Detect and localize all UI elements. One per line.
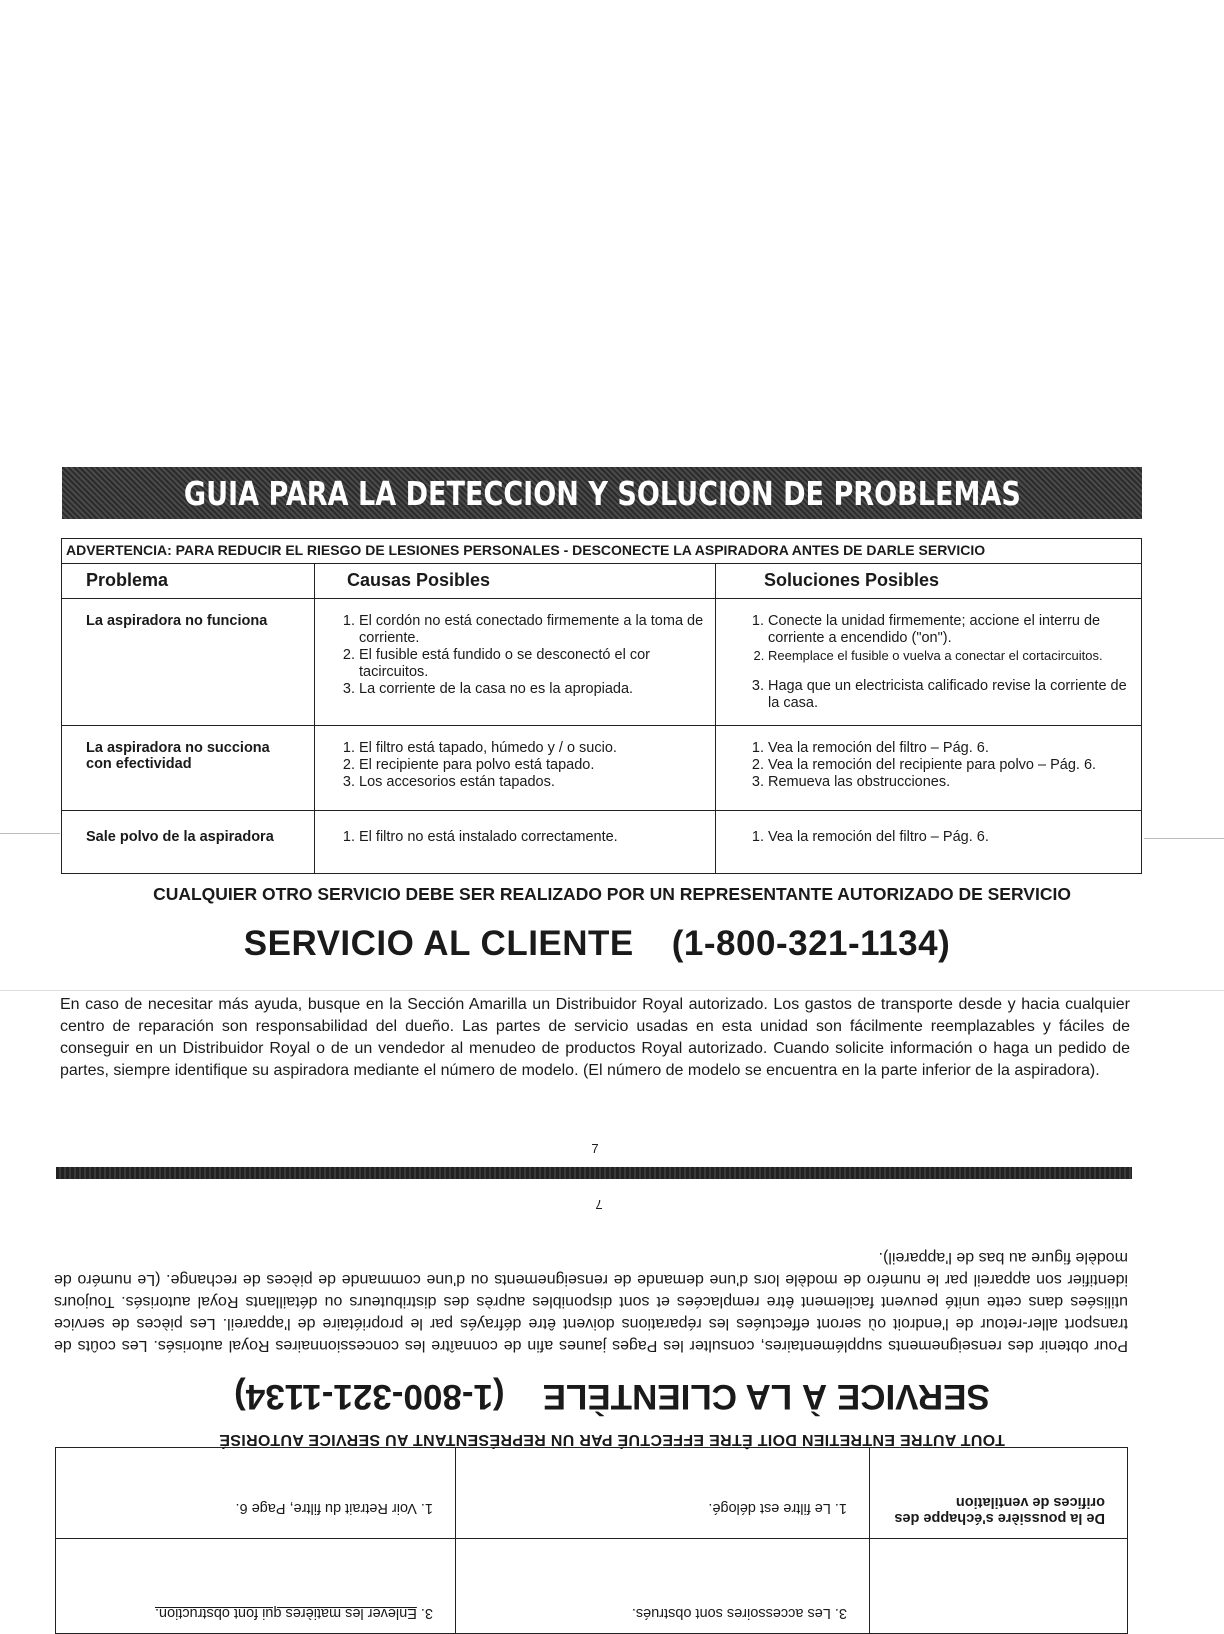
cause-item: 3. La corriente de la casa no es la apropiada.: [359, 681, 707, 698]
scan-line: [0, 833, 60, 834]
french-page-number: 7: [595, 1197, 603, 1212]
customer-service-heading: [0, 924, 1194, 964]
solutions-cell: [716, 811, 1142, 874]
problem-cell: La aspiradora no funciona: [62, 599, 315, 726]
customer-service-phone: (1-800-321-1134): [671, 924, 951, 963]
cause-item: 3.: [830, 1605, 847, 1621]
french-service-paragraph: Pour obtenir des renseignements supplémentaires, consulter les Pages jaunes afin de connaître les concessionnaires Royal autorisés. Les coûts de transport aller-retour de l'endroit où seront effectuées les réparations doivent être défrayés par le propriétaire de l'appareil. Les pièces de service utilisées dans cette unité peuvent facilement être remplacées et sont disponibles auprès des distributeurs ou détaillants Royal autorisés. Toujours identifier son appareil par le numéro de modèle lors d'une demande de renseignements ou d'une commande de pièces de rechange. (Le numéro de modèle figure au bas de l'appareil).: [54, 1249, 1128, 1354]
problem-cell: La aspiradora no succiona con efectividad: [62, 726, 315, 811]
causes-cell: [315, 599, 716, 726]
cause-item: 1. El filtro está tapado, húmedo y / o sucio.: [359, 740, 707, 757]
table-row: [62, 726, 1142, 811]
solution-item: 1. Conecte la unidad firmemente; accione el interru de corriente a encendido ("on").: [768, 613, 1133, 647]
table-row: [56, 1448, 1128, 1539]
causes-cell: [315, 811, 716, 874]
solution-item: 2. Vea la remoción del recipiente para polvo – Pág. 6.: [768, 757, 1133, 774]
page-divider: [56, 1167, 1132, 1179]
cause-item: 3. Los accesorios están tapados.: [359, 774, 707, 791]
header-problem: Problema: [62, 564, 315, 599]
cause-item: 1. El cordón no está conectado firmemente a la toma de corriente.: [359, 613, 707, 647]
table-row: [56, 1539, 1128, 1634]
problem-cell: De la poussière s'échappe des orifices de ventilation: [870, 1448, 1128, 1539]
french-troubleshooting-table: [55, 1447, 1128, 1634]
upside-down-french-page: [0, 1184, 1224, 1621]
cause-item: Le filtre est délogé.: [708, 1500, 831, 1516]
solution-item: Enlever les matières qui font obstruction.: [154, 1605, 417, 1621]
solutions-cell: [716, 726, 1142, 811]
solutions-cell: [56, 1448, 456, 1539]
header-solutions: Soluciones Posibles: [716, 564, 1142, 599]
problem-cell: Sale polvo de la aspiradora: [62, 811, 315, 874]
troubleshooting-table: [61, 538, 1142, 874]
solution-item: 2. Reemplace el fusible o vuelva a conectar el cortacircuitos.: [768, 647, 1133, 664]
title-banner: [62, 467, 1142, 519]
table-row: [62, 599, 1142, 726]
solutions-cell: [56, 1539, 456, 1634]
french-table-wrapper: [56, 1447, 1128, 1634]
problem-cell: [870, 1539, 1128, 1634]
causes-cell: [456, 1448, 870, 1539]
solution-item: 1. Vea la remoción del filtro – Pág. 6.: [768, 740, 1133, 757]
causes-cell: [456, 1539, 870, 1634]
solution-item: 1. Vea la remoción del filtro – Pág. 6.: [768, 829, 1133, 846]
solution-item: 1.: [416, 1500, 433, 1516]
customer-service-label: SERVICIO AL CLIENTE: [243, 924, 634, 963]
causes-cell: [315, 726, 716, 811]
solution-item: 3.: [416, 1605, 433, 1621]
cause-item: Les accessoires sont obstrués.: [631, 1605, 831, 1621]
cause-item: 1. El filtro no está instalado correctamente.: [359, 829, 707, 846]
solution-item: Voir Retrait du filtre, Page 6.: [235, 1500, 417, 1516]
scan-line: [0, 990, 1224, 991]
cause-item: 2. El recipiente para polvo está tapado.: [359, 757, 707, 774]
solution-item: 3. Haga que un electricista calificado revise la corriente de la casa.: [768, 678, 1133, 712]
authorized-service-notice: CUALQUIER OTRO SERVICIO DEBE SER REALIZADO POR UN REPRESENTANTE AUTORIZADO DE SERVICIO: [153, 884, 1071, 904]
scan-line: [1144, 838, 1224, 839]
troubleshooting-table-wrapper: [61, 538, 1141, 874]
french-customer-service-heading: [0, 1376, 1224, 1416]
cause-item: 1.: [830, 1500, 847, 1516]
french-authorized-service-notice: TOUT AUTRE ENTRETIEN DOIT ÊTRE EFFECTUÉ PAR UN REPRÉSENTANT AU SERVICE AUTORISÉ: [219, 1431, 1005, 1448]
page-number: 7: [591, 1141, 599, 1156]
french-customer-service-label: SERVICE À LA CLIENTÈLE: [542, 1377, 990, 1416]
warning-banner: ADVERTENCIA: PARA REDUCIR EL RIESGO DE LESIONES PERSONALES - DESCONECTE LA ASPIRADORA ANTES DE DARLE SERVICIO: [62, 539, 1142, 564]
cause-item: 2. El fusible está fundido o se desconectó el cor tacircuitos.: [359, 647, 707, 681]
solutions-cell: [716, 599, 1142, 726]
solution-item: 3. Remueva las obstrucciones.: [768, 774, 1133, 791]
header-causes: Causas Posibles: [315, 564, 716, 599]
table-row: [62, 811, 1142, 874]
french-customer-service-phone: (1-800-321-1134): [234, 1377, 505, 1416]
service-paragraph: En caso de necesitar más ayuda, busque en la Sección Amarilla un Distribuidor Royal autorizado. Los gastos de transporte desde y hacia cualquier centro de reparación son responsabilidad del dueño. Las partes de servicio usadas en esta unidad son fácilmente reemplazables y fáciles de conseguir en un Distribuidor Royal o de un vendedor al menudeo de productos Royal autorizado. Cuando solicite información o haga un pedido de partes, siempre identifique su aspiradora mediante el número de modelo. (El número de modelo se encuentra en la parte inferior de la aspiradora).: [60, 996, 1130, 1079]
banner-title: GUIA PARA LA DETECCION Y SOLUCION DE PROBLEMAS: [183, 473, 1021, 513]
